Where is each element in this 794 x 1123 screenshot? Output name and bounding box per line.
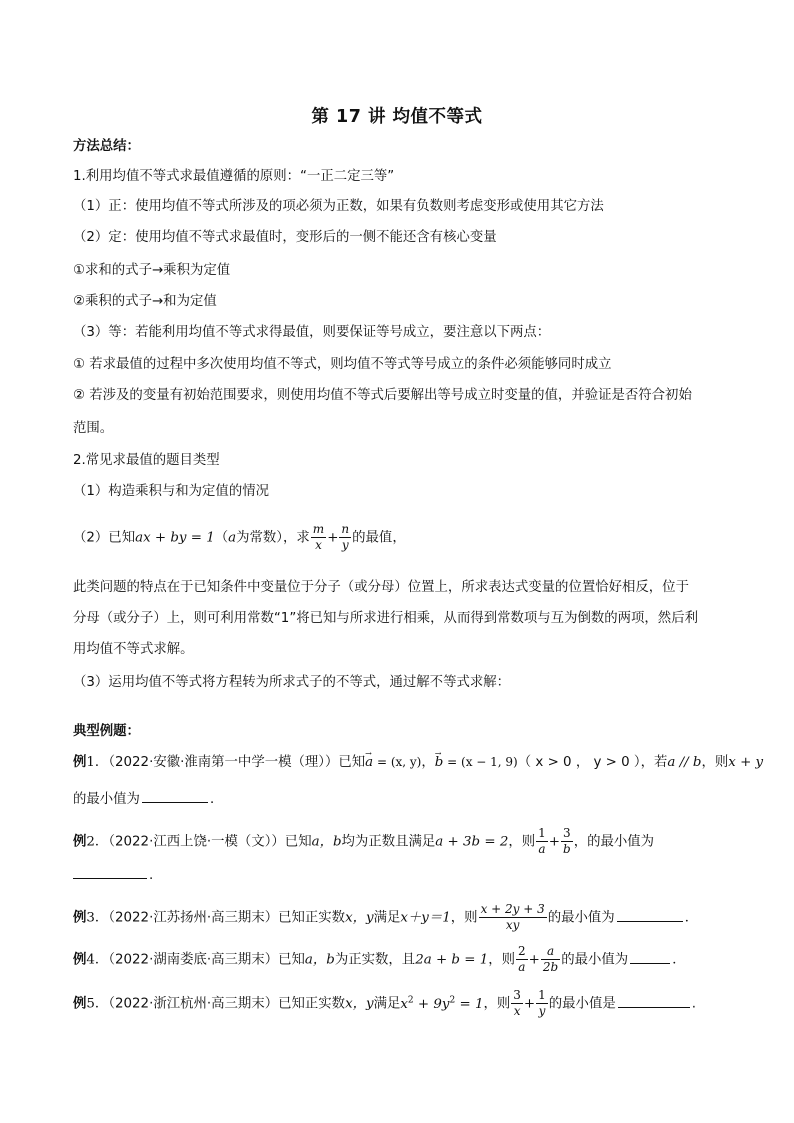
method-paragraph-3: 用均值不等式求解。 bbox=[73, 642, 194, 657]
page-title: 第 17 讲 均值不等式 bbox=[311, 107, 483, 127]
fraction-1-over-a: $\frac{1}{a}$ bbox=[538, 826, 546, 856]
fraction-1-over-y: $\frac{1}{y}$ bbox=[538, 988, 546, 1018]
example-2-line-2: . bbox=[73, 864, 724, 886]
fraction-2-over-a: $\frac{2}{a}$ bbox=[518, 944, 526, 974]
method-paragraph-1: 此类问题的特点在于已知条件中变量位于分子（或分母）位置上，所求表达式变量的位置恰好相反，位于 bbox=[73, 580, 689, 595]
examples-heading: 典型例题： bbox=[73, 724, 140, 739]
method-line-10: （1）构造乘积与和为定值的情况 bbox=[73, 484, 269, 499]
condition-equation: ax + by = 1 bbox=[135, 530, 215, 546]
method-line-5: ②乘积的式子→和为定值 bbox=[73, 294, 217, 309]
answer-blank-3[interactable] bbox=[617, 907, 683, 922]
method-paragraph-2: 分母（或分子）上，则可利用常数“1”将已知与所求进行相乘，从而得到常数项与互为倒数的两项，然后利 bbox=[73, 611, 698, 626]
method-line-2: （1）正：使用均值不等式所涉及的项必须为正数，如果有负数则考虑变形或使用其它方法 bbox=[73, 199, 604, 214]
answer-blank-2[interactable] bbox=[73, 864, 147, 879]
fraction-3-over-b: $\frac{3}{b}$ bbox=[563, 826, 571, 856]
method-line-9: 2.常见求最值的题目类型 bbox=[73, 453, 220, 468]
method-line-4: ①求和的式子→乘积为定值 bbox=[73, 263, 231, 278]
example-2: 例2．（2022·江西上饶·一模（文））已知a，b均为正数且满足a + 3b = 2，则 $\frac{1}{a}$ + $\frac{3}{b}$ ，的最小值为 bbox=[73, 826, 655, 856]
example-5: 例5．（2022·浙江杭州·高三期末）已知正实数x，y满足$x^2 + 9y^2 = 1$，则 $\frac{3}{x}$ + $\frac{1}{y}$ 的最小值是 . bbox=[73, 988, 696, 1018]
answer-blank-4[interactable] bbox=[630, 949, 670, 964]
method-line-1: 1.利用均值不等式求最值遵循的原则：“一正二定三等” bbox=[73, 169, 395, 184]
method-line-8b: 范围。 bbox=[73, 421, 114, 436]
fraction-a-over-2b: $\frac{a}{2b}$ bbox=[542, 944, 559, 974]
method-line-6: （3）等：若能利用均值不等式求得最值，则要保证等号成立，要注意以下两点： bbox=[73, 325, 551, 340]
fraction-n-over-y: $\frac{n}{y}$ bbox=[341, 522, 350, 552]
method-line-3: （2）定：使用均值不等式求最值时，变形后的一侧不能还含有核心变量 bbox=[73, 230, 497, 245]
method-line-8a: ② 若涉及的变量有初始范围要求，则使用均值不等式后要解出等号成立时变量的值，并验证是否符合初始 bbox=[73, 388, 692, 403]
answer-blank-1[interactable] bbox=[142, 788, 208, 803]
method-line-7: ① 若求最值的过程中多次使用均值不等式，则均值不等式等号成立的条件必须能够同时成立 bbox=[73, 357, 612, 372]
method-line-11: （2）已知ax + by = 1（a为常数），求 $\frac{m}{x}$ + $\frac{n}{y}$ 的最值， bbox=[73, 522, 406, 552]
fraction-x2y3-over-xy: $\frac{x + 2y + 3}{xy}$ bbox=[480, 902, 545, 932]
condition-equation-5: $x^2 + 9y^2 = 1$ bbox=[400, 995, 484, 1012]
example-1: 例1．（2022·安徽·淮南第一中学一模（理））已知→ a = (x, y)，→ b = (x − 1, 9)（ x > 0 ， y > 0 ），若a // b，则x + y bbox=[73, 752, 724, 773]
example-3: 例3．（2022·江苏扬州·高三期末）已知正实数x，y满足x＋y＝1，则 $\frac{x + 2y + 3}{xy}$ 的最小值为 ． bbox=[73, 902, 699, 932]
fraction-m-over-x: $\frac{m}{x}$ bbox=[312, 522, 325, 552]
example-4: 例4．（2022·湖南娄底·高三期末）已知a，b为正实数，且2a + b = 1，则 $\frac{2}{a}$ + $\frac{a}{2b}$ 的最小值为 ． bbox=[73, 944, 686, 974]
answer-blank-5[interactable] bbox=[618, 993, 690, 1008]
fraction-3-over-x: $\frac{3}{x}$ bbox=[513, 988, 521, 1018]
example-1-line-2: 的最小值为 ． bbox=[73, 788, 724, 810]
method-heading: 方法总结： bbox=[73, 139, 140, 154]
method-line-12: （3）运用均值不等式将方程转为所求式子的不等式，通过解不等式求解： bbox=[73, 675, 511, 690]
